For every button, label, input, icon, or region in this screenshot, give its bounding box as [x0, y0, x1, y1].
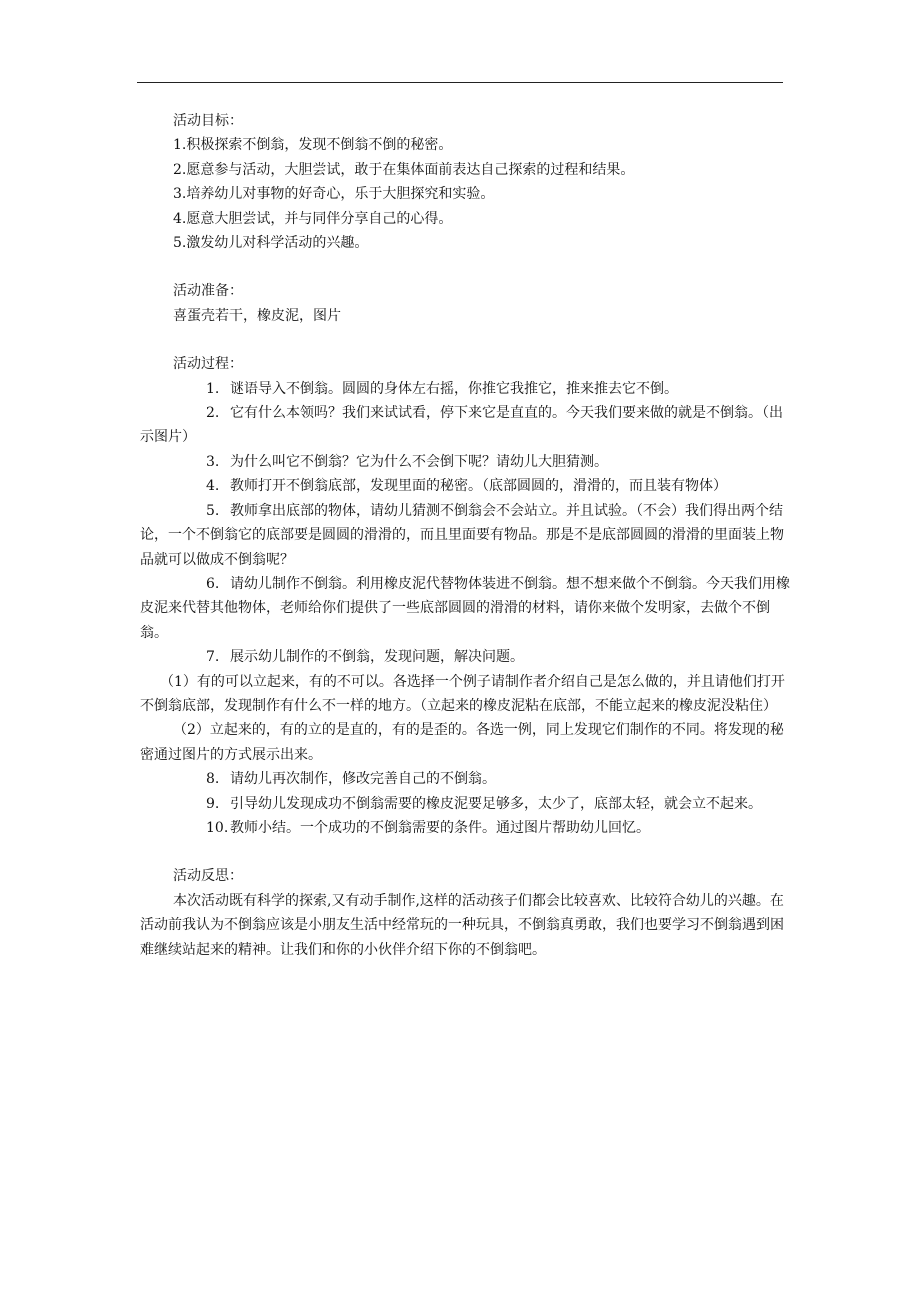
step-number: 6.	[206, 575, 220, 592]
step-text: 引导幼儿发现成功不倒翁需要的橡皮泥要足够多，太少了，底部太轻，就会立不起来。	[230, 795, 762, 812]
process-sub-item-2: （2）立起来的，有的立的是直的，有的是歪的。各选一例，同上发现它们制作的不同。将发现的秘密通过图片的方式展示出来。	[140, 722, 784, 763]
goals-heading: 活动目标：	[173, 113, 243, 129]
process-step-6	[140, 572, 792, 645]
process-step-7	[140, 645, 792, 669]
goal-item: 3.培养幼儿对事物的好奇心，乐于大胆探究和实验。	[173, 186, 495, 203]
step-text: 教师打开不倒翁底部，发现里面的秘密。（底部圆圆的，滑滑的，而且装有物体）	[230, 478, 727, 495]
step-number: 3.	[206, 453, 220, 470]
document-body	[140, 109, 792, 962]
goal-item: 1.积极探索不倒翁，发现不倒翁不倒的秘密。	[173, 137, 453, 154]
step-number: 8.	[206, 771, 220, 788]
process-step-10	[140, 816, 792, 840]
step-text: 教师小结。一个成功的不倒翁需要的条件。通过图片帮助幼儿回忆。	[230, 819, 650, 836]
process-step-5	[140, 499, 792, 572]
step-text: 它有什么本领吗？我们来试试看，停下来它是直直的。今天我们要来做的就是不倒翁。（出示图片）	[140, 405, 783, 446]
process-heading: 活动过程：	[173, 356, 243, 373]
step-number: 10.	[206, 819, 229, 836]
step-number: 4.	[206, 478, 220, 495]
process-step-2	[140, 401, 792, 450]
step-text: 展示幼儿制作的不倒翁，发现问题，解决问题。	[230, 649, 524, 666]
step-number: 2.	[206, 405, 220, 422]
prep-text: 喜蛋壳若干，橡皮泥，图片	[173, 307, 341, 324]
process-step-4	[140, 474, 792, 498]
process-step-1	[140, 377, 792, 401]
goal-item: 2.愿意参与活动，大胆尝试，敢于在集体面前表达自己探索的过程和结果。	[173, 161, 635, 178]
process-step-9	[140, 792, 792, 816]
step-text: 教师拿出底部的物体，请幼儿猜测不倒翁会不会站立。并且试验。（不会）我们得出两个结论，一个不倒翁它的底部要是圆圆的滑滑的，而且里面要有物品。那是不是底部圆圆的滑滑的里面装上物品就可以做成不倒翁呢？	[140, 502, 784, 568]
step-number: 7.	[206, 649, 220, 666]
process-sub-item-1: （1）有的可以立起来，有的不可以。各选择一个例子请制作者介绍自己是怎么做的，并且请他们打开不倒翁底部，发现制作有什么不一样的地方。（立起来的橡皮泥粘在底部，不能立起来的橡皮泥没粘住）	[140, 673, 785, 714]
reflection-text: 本次活动既有科学的探索,又有动手制作,这样的活动孩子们都会比较喜欢、比较符合幼儿的兴趣。在活动前我认为不倒翁应该是小朋友生活中经常玩的一种玩具，不倒翁真勇敢，我们也要学习不倒翁遇到困难继续站起来的精神。让我们和你的小伙伴介绍下你的不倒翁吧。	[140, 892, 784, 958]
process-step-8	[140, 767, 792, 791]
step-number: 5.	[206, 502, 220, 519]
step-number: 9.	[206, 795, 220, 812]
reflection-heading: 活动反思：	[173, 868, 243, 885]
step-text: 请幼儿制作不倒翁。利用橡皮泥代替物体装进不倒翁。想不想来做个不倒翁。今天我们用橡皮泥来代替其他物体，老师给你们提供了一些底部圆圆的滑滑的材料，请你来做个发明家，去做个不倒翁。	[140, 575, 790, 641]
step-text: 为什么叫它不倒翁？它为什么不会倒下呢？请幼儿大胆猜测。	[230, 453, 608, 470]
step-text: 请幼儿再次制作，修改完善自己的不倒翁。	[230, 771, 496, 788]
process-step-3	[140, 450, 792, 474]
header-rule	[137, 82, 783, 83]
step-text: 谜语导入不倒翁。圆圆的身体左右摇，你推它我推它，推来推去它不倒。	[230, 380, 678, 397]
step-number: 1.	[206, 380, 220, 397]
goal-item: 4.愿意大胆尝试，并与同伴分享自己的心得。	[173, 210, 453, 227]
goal-item: 5.激发幼儿对科学活动的兴趣。	[173, 235, 369, 252]
prep-heading: 活动准备：	[173, 283, 243, 300]
